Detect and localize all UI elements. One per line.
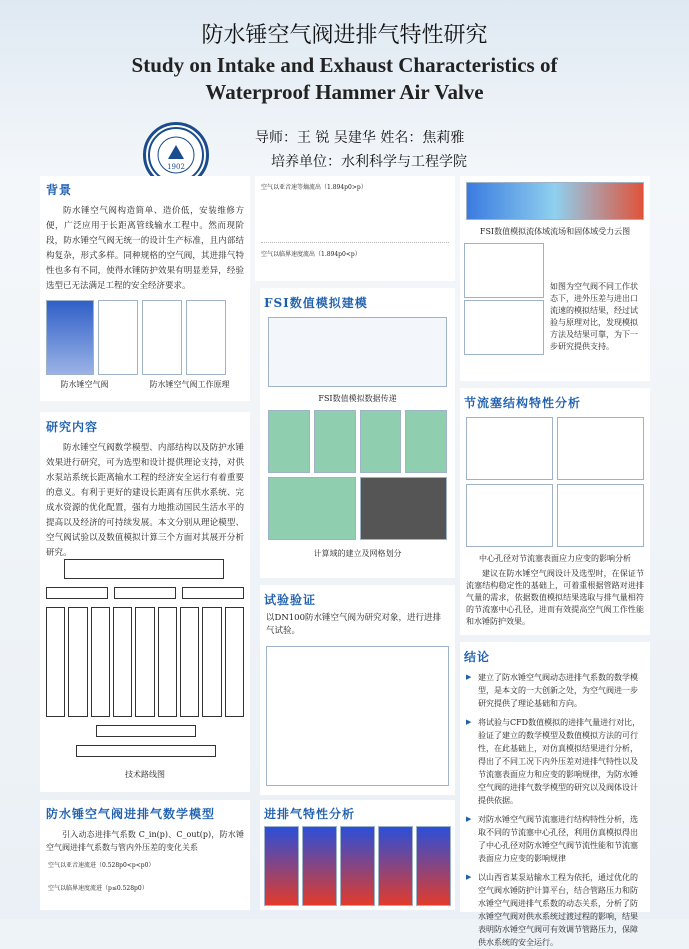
io-panel [260,800,455,910]
route-box [96,725,196,737]
experiment-text: 以DN100防水锤空气阀为研究对象，进行进排气试验。 [266,613,441,636]
conclusion-item: ▶ 建立了防水锤空气阀动态进排气系数的数学模型，是本文的一大创新之处，为空气阀进一步研究提供了理论基础和方向。 [466,671,644,710]
conclusion-list [460,671,650,949]
caption: 中心孔径对节流塞表面应力应变的影响分析 [479,554,631,563]
caption: 防水锤空气阀 [60,380,109,389]
section-title: 防水锤空气阀进排气数学模型 [46,807,216,821]
route-box [182,587,244,599]
research-panel [40,412,250,792]
poster-title-cn: 防水锤空气阀进排气特性研究 [201,23,488,48]
route-columns [46,607,244,717]
conclusion-item: ▶ 对防水锤空气阀节流塞进行结构特性分析，选取不同的节流塞中心孔径，利用仿真模拟得出了中心孔径对防水锤空气阀节流性能和节流塞表面应力应变的影响规律 [466,813,644,865]
background-text: 防水锤空气阀构造简单、造价低，安装维修方便，广泛应用于长距离管线输水工程中。然而现阶段，防水锤空气阀无统一的设计生产标准，且内部结构复杂，形式多样。同种规格的空气阀，其进排气特性也多有不同，使得水锤防护效果有明显差异，经验选型已无法满足工程的安全经济要求。 [46,206,244,291]
author-line: 导师：王 锐 吴建华 姓名：焦莉雅 [255,130,465,146]
caption: 计算域的建立及网格划分 [313,549,402,558]
research-text: 防水锤空气阀数学模型、内部结构以及防护水锤效果进行研究，可为选型和设计提供理论支持，对供水泵站系统长距离输水工程的经济安全运行有着重要的意义。有利于更好的建设长距离有压供水系统、完成水资源的优化配置，强有力地推动国民生活水平的提高以及经济的可持续发展。本文分别从理论模型、空气阀试验以及数值模拟计算三个方面对其展开分析研究。 [46,443,244,558]
section-title: 研究内容 [46,420,99,434]
route-box [76,745,216,757]
fsi-chart-2 [464,300,544,355]
caption: 技术路线图 [125,770,165,779]
math-text: 引入动态进排气系数 C_in(p)、C_out(p)，防水锤空气阀进排气系数与管内外压差的变化关系 [46,830,244,852]
experiment-setup-diagram [266,646,449,786]
equation-label: 空气以亚音速等熵流出（1.894p0>p） [261,184,367,191]
caption: FSI数值模拟流体域流场和固体域受力云图 [479,227,631,236]
fsi-chart-1 [464,243,544,298]
experiment-panel [260,585,455,795]
plug-charts [466,417,644,547]
valve-diagram-2 [142,300,182,375]
route-box [46,587,108,599]
fsi-panel [260,288,455,578]
section-title: 结论 [464,650,491,664]
plug-text: 建议在防水锤空气阀设计及选型时，在保证节流塞结构稳定性的基础上，可着重根据管路对进排气量的需求，依据数值模拟结果选取与排气量相符的节流塞中心孔径，进而有效提高空气阀工作性能和水锤防护效果。 [466,569,644,626]
fsi-cloud-image [466,182,644,220]
route-box [114,587,176,599]
valve-images [40,294,250,375]
logo-year: 1902 [167,163,185,171]
equation-panel [255,176,455,281]
section-title: 背景 [46,183,73,197]
section-title: FSI数值模拟建模 [264,296,368,310]
caption: FSI数值模拟数据传递 [318,394,397,403]
equation-label: 空气以临界速度流进（p≤0.528p0） [48,885,148,892]
section-title: 节流塞结构特性分析 [464,396,582,410]
valve-diagram-1 [98,300,138,375]
fsi-note: 如图为空气阀不同工作状态下，进外压差与进出口流速的模拟结果，经过试验与原理对比，发现模拟方法及结果可靠，为下一步研究提供支持。 [550,282,638,351]
section-title: 试验验证 [264,593,317,607]
conclusion-item: ▶ 将试验与CFD数值模拟的进排气量进行对比，验证了建立的数学模型及数值模拟方法的可行性，在此基础上，对仿真模拟结果进行分析，得出了不同工况下内外压差对进排气特性以及节流塞表面应力和应变的影响规律，为防水锤空气阀的进排气数学模型的研究以及阀体设计提供依据。 [466,716,644,807]
route-diagram [46,559,244,769]
caption: 防水锤空气阀工作原理 [149,380,230,389]
unit-line: 培养单位：水利科学与工程学院 [271,154,467,170]
route-box [64,559,224,579]
conclusion-item: ▶ 以山西省某泵站输水工程为依托，通过优化的空气阀水锤防护计算平台，结合管路压力和防水锤空气阀进排气系数的动态关系，分析了防水锤空气阀对供水系统过渡过程的影响，结果表明防水锤空气阀可有效调节管路压力，保障供水系统的安全运行。 [466,871,644,949]
conclusion-panel [460,642,650,947]
plug-panel [460,388,650,635]
io-flow-images [264,826,451,906]
mesh-images [268,410,447,540]
math-model-panel [40,800,250,910]
fsi-result-panel [460,176,650,381]
equation-label: 空气以临界速度流出（1.894p0<p） [261,251,361,258]
fsi-software-screenshot [268,317,447,387]
equation-label: 空气以亚音速流进（0.528p0<p<p0） [48,862,155,869]
poster-title-en: Study on Intake and Exhaust Characteristics of Waterproof Hammer Air Valve [131,53,558,104]
valve-diagram-3 [186,300,226,375]
equation-formula [261,195,449,243]
valve-photo [46,300,94,375]
section-title: 进排气特性分析 [264,807,356,821]
background-panel [40,176,250,401]
